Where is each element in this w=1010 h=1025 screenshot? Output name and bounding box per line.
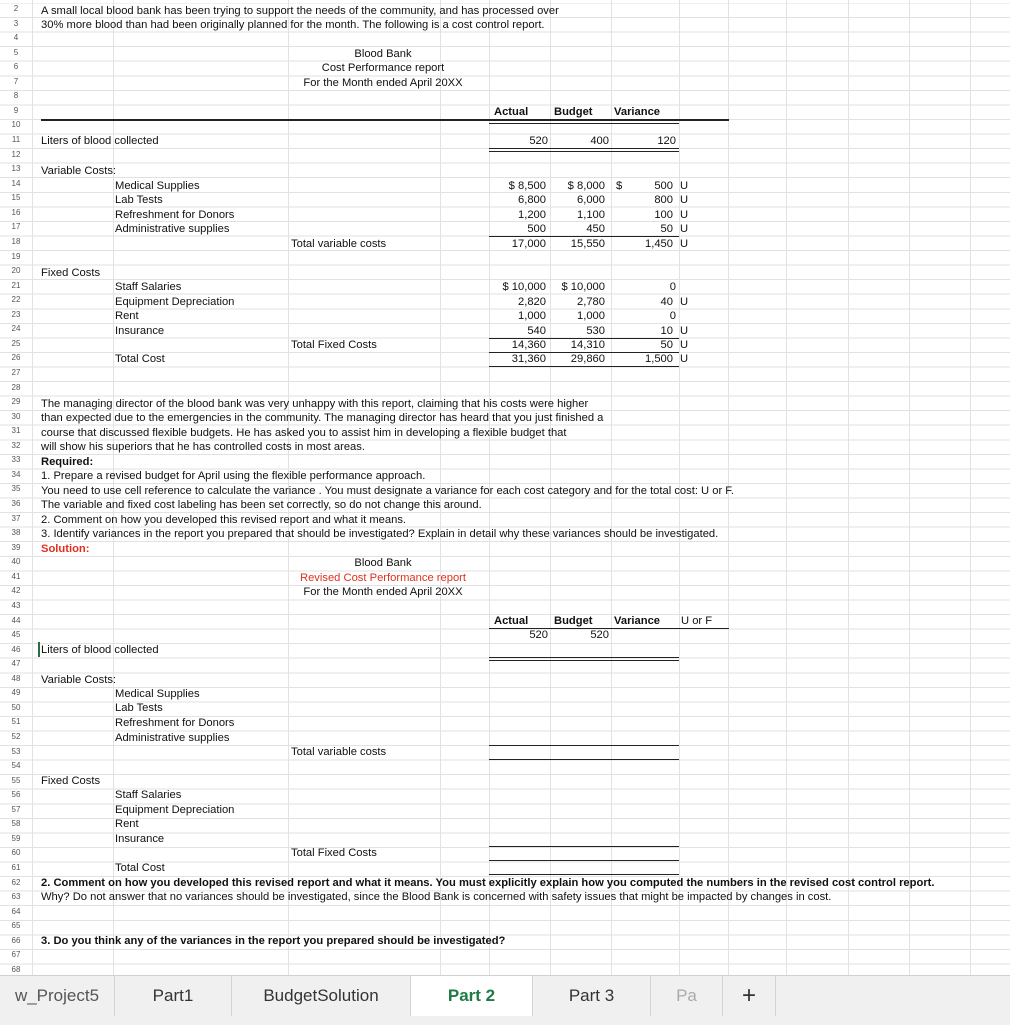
r1-fixed-uf: U (680, 325, 689, 337)
report1-title: Cost Performance report (321, 62, 445, 74)
row-header[interactable]: 3 (13, 18, 19, 28)
report2-variable-header: Variable Costs: (41, 674, 117, 686)
r1-fixed-actual: 540 (527, 325, 546, 337)
report1-fixed-header: Fixed Costs (41, 267, 101, 279)
r2-fixed-label: Rent (115, 818, 139, 830)
tab-project5[interactable]: w_Project5 (0, 976, 115, 1016)
r1-var-budget: 1,100 (577, 209, 605, 221)
r2-var-label: Refreshment for Donors (115, 717, 235, 729)
intro-line-2: 30% more blood than had been originally planned for the month. The following is a cost control report. (41, 19, 545, 31)
r1-fixed-budget: 1,000 (577, 310, 605, 322)
r2-var-label: Medical Supplies (115, 688, 200, 700)
r2-total-fixed-label: Total Fixed Costs (291, 847, 377, 859)
report2-col-variance: Variance (614, 615, 661, 627)
row-header[interactable]: 53 (11, 746, 21, 756)
header-rule-2 (489, 123, 679, 124)
sheet-tab-bar (0, 975, 1010, 1025)
narrative-line: course that discussed flexible budgets. He has asked you to assist him in developing a flexible budget that (41, 427, 567, 439)
row-header[interactable]: 54 (11, 761, 21, 771)
r1-total-cost-actual: 31,360 (511, 353, 546, 365)
r1-fixed-actual: 2,820 (518, 296, 546, 308)
r1-fixed-label: Insurance (115, 325, 165, 337)
row-header[interactable]: 7 (13, 76, 19, 86)
row-header[interactable]: 58 (11, 819, 21, 829)
r1-fixed-budget: 530 (586, 325, 605, 337)
report1-company: Blood Bank (354, 48, 412, 60)
r1-fixed-budget: $ 10,000 (561, 281, 605, 293)
row-header[interactable]: 46 (11, 644, 21, 654)
liters-rule (489, 148, 679, 149)
row-header[interactable]: 48 (11, 673, 21, 683)
row-header[interactable]: 25 (11, 338, 21, 348)
r1-var-budget: 6,000 (577, 194, 605, 206)
report2-col-uf: U or F (681, 615, 713, 627)
required-line: 2. Comment on how you developed this revised report and what it means. (41, 514, 407, 526)
row-header[interactable]: 66 (11, 935, 21, 945)
active-cell-indicator (38, 642, 40, 657)
r1-var-uf: U (680, 180, 689, 192)
row-header[interactable]: 24 (11, 324, 21, 334)
r1-var-uf: U (680, 209, 689, 221)
r1-total-fixed-uf: U (680, 339, 689, 351)
r1-total-fixed-variance: 50 (660, 339, 673, 351)
row-header[interactable]: 12 (11, 149, 21, 159)
row-header[interactable]: 51 (11, 717, 21, 727)
row-header[interactable]: 27 (11, 368, 21, 377)
r1-fixed-variance: 10 (660, 325, 673, 337)
r1-fixed-budget: 2,780 (577, 296, 605, 308)
var-rule-report2 (489, 745, 679, 746)
r1-fixed-label: Staff Salaries (115, 281, 182, 293)
required-label: Required: (41, 456, 94, 468)
r1-total-variable-label: Total variable costs (291, 238, 387, 250)
row-header[interactable]: 5 (13, 47, 19, 57)
r1-var-actual: 6,800 (518, 194, 546, 206)
report2-period: For the Month ended April 20XX (303, 586, 463, 598)
row-header[interactable]: 31 (11, 426, 21, 436)
tab-budgetsolution[interactable]: BudgetSolution (232, 976, 411, 1016)
r1-var-budget: $ 8,000 (567, 180, 605, 192)
row-header[interactable]: 33 (11, 455, 21, 465)
row-header[interactable]: 28 (11, 382, 21, 392)
r1-var-uf: U (680, 194, 689, 206)
row-header[interactable]: 19 (11, 251, 21, 261)
header-rule (41, 119, 729, 121)
required-line: The variable and fixed cost labeling has been set correctly, so do not change this around. (41, 499, 482, 511)
r1-total-cost-variance: 1,500 (645, 353, 673, 365)
report1-col-actual: Actual (494, 106, 529, 118)
report2-col-actual: Actual (494, 615, 529, 627)
total-rule-report2 (489, 874, 679, 875)
r1-total-fixed-actual: 14,360 (511, 339, 546, 351)
row-header[interactable]: 18 (11, 236, 21, 246)
row-header[interactable]: 45 (11, 630, 21, 640)
report2-company: Blood Bank (354, 557, 412, 569)
row-header[interactable]: 57 (11, 804, 21, 814)
r2-var-label: Administrative supplies (115, 732, 230, 744)
r1-var-actual: 500 (527, 223, 546, 235)
r1-total-cost-budget: 29,860 (570, 353, 605, 365)
r1-var-variance: 500 (654, 180, 673, 192)
report1-variable-header: Variable Costs: (41, 165, 117, 177)
fixed-rule-report2 (489, 846, 679, 847)
r1-var-variance: 800 (654, 194, 673, 206)
row-header[interactable]: 52 (11, 732, 21, 741)
r1-var-dollar: $ (616, 180, 623, 192)
report2-liters-label[interactable]: Liters of blood collected (41, 644, 159, 656)
r1-fixed-uf: U (680, 296, 689, 308)
row-header[interactable]: 61 (11, 863, 21, 873)
tab-part2[interactable]: Part 2 (411, 976, 533, 1016)
r1-var-variance: 50 (660, 223, 673, 235)
add-sheet-icon[interactable]: + (723, 976, 776, 1016)
r1-total-variable-budget: 15,550 (570, 238, 605, 250)
row-header[interactable]: 20 (11, 266, 21, 276)
liters-rule-report2-b (489, 660, 679, 661)
r1-total-cost-label: Total Cost (115, 353, 165, 365)
question-3: 3. Do you think any of the variances in the report you prepared should be investigated? (41, 935, 506, 947)
row-header[interactable]: 13 (11, 164, 21, 174)
r1-total-variable-actual: 17,000 (511, 238, 546, 250)
row-header[interactable]: 6 (13, 62, 19, 72)
report1-liters-label: Liters of blood collected (41, 135, 159, 147)
row-header[interactable]: 50 (11, 702, 21, 712)
liters-rule-report2 (489, 657, 679, 658)
report2-title: Revised Cost Performance report (299, 572, 466, 584)
narrative-line: will show his superiors that he has controlled costs in most areas. (41, 441, 365, 453)
r2-total-cost-label: Total Cost (115, 862, 165, 874)
required-line: 1. Prepare a revised budget for April using the flexible performance approach. (41, 470, 426, 482)
report2-liters-actual: 520 (529, 629, 548, 641)
row-header[interactable]: 37 (11, 513, 21, 523)
tab-overflow[interactable]: Pa (651, 976, 723, 1016)
row-header[interactable]: 60 (11, 848, 21, 858)
row-header[interactable]: 62 (11, 877, 21, 887)
report1-liters-variance: 120 (657, 135, 676, 147)
row-header[interactable]: 38 (11, 528, 21, 538)
row-header[interactable]: 35 (11, 484, 21, 494)
r2-fixed-label: Equipment Depreciation (115, 804, 235, 816)
row-header[interactable]: 16 (11, 207, 21, 217)
row-header[interactable]: 17 (11, 222, 21, 232)
row-header[interactable]: 4 (13, 33, 19, 43)
r1-var-actual: 1,200 (518, 209, 546, 221)
row-header[interactable]: 56 (11, 790, 21, 800)
row-header[interactable]: 49 (11, 688, 21, 698)
r1-fixed-actual: 1,000 (518, 310, 546, 322)
r1-var-label: Refreshment for Donors (115, 209, 235, 221)
row-header[interactable]: 22 (11, 295, 21, 305)
intro-line-1: A small local blood bank has been trying to support the needs of the community, and has processed over (41, 5, 559, 17)
row-header[interactable]: 32 (11, 440, 21, 450)
r1-total-cost-uf: U (680, 353, 689, 365)
question-2-detail: Why? Do not answer that no variances should be investigated, since the Blood Bank is concerned with safety issues that might be impacted by changes in cost. (41, 891, 832, 903)
row-header[interactable]: 2 (13, 4, 19, 13)
report1-col-budget: Budget (554, 106, 593, 118)
fixed-total-rule-report2 (489, 860, 679, 861)
row-header[interactable]: 64 (11, 906, 21, 916)
required-line: You need to use cell reference to calculate the variance . You must designate a variance for each cost category and for the total cost: U or F. (41, 485, 734, 497)
r2-var-label: Lab Tests (115, 702, 163, 714)
row-header[interactable]: 42 (11, 586, 21, 596)
solution-label: Solution: (41, 543, 90, 555)
row-header[interactable]: 63 (11, 892, 21, 902)
row-header[interactable]: 67 (11, 950, 21, 960)
report1-liters-budget: 400 (590, 135, 609, 147)
r1-total-variable-uf: U (680, 238, 689, 250)
r1-total-fixed-budget: 14,310 (570, 339, 605, 351)
row-header[interactable]: 26 (11, 353, 21, 363)
var-total-rule-report2 (489, 759, 679, 760)
r1-fixed-variance: 0 (669, 310, 676, 322)
report2-col-budget: Budget (554, 615, 593, 627)
r1-fixed-variance: 40 (660, 296, 673, 308)
row-header[interactable]: 39 (11, 542, 21, 552)
r1-fixed-actual: $ 10,000 (502, 281, 546, 293)
tab-part3[interactable]: Part 3 (533, 976, 651, 1016)
row-header[interactable]: 21 (11, 280, 21, 290)
row-header[interactable]: 8 (13, 91, 19, 101)
report1-period: For the Month ended April 20XX (303, 77, 463, 89)
report1-col-variance: Variance (614, 106, 661, 118)
row-header[interactable]: 40 (11, 557, 21, 567)
row-header[interactable]: 15 (11, 193, 21, 203)
row-header[interactable]: 9 (13, 105, 19, 115)
r1-var-label: Administrative supplies (115, 223, 230, 235)
report1-liters-actual: 520 (529, 135, 548, 147)
row-header[interactable]: 30 (11, 411, 21, 421)
total-rule-2 (489, 366, 679, 367)
row-header[interactable]: 10 (11, 120, 21, 130)
row-header[interactable]: 59 (11, 833, 21, 843)
row-header[interactable]: 11 (11, 135, 21, 145)
row-header[interactable]: 65 (11, 921, 21, 931)
row-header[interactable]: 47 (11, 659, 21, 669)
row-header[interactable]: 43 (11, 600, 21, 610)
r2-fixed-label: Insurance (115, 833, 165, 845)
required-line: 3. Identify variances in the report you prepared that should be investigated? Explain in detail why these variances should be investigated. (41, 528, 719, 540)
r1-fixed-label: Equipment Depreciation (115, 296, 235, 308)
r2-total-variable-label: Total variable costs (291, 746, 387, 758)
r1-fixed-label: Rent (115, 310, 139, 322)
r1-var-uf: U (680, 223, 689, 235)
row-header[interactable]: 41 (11, 571, 21, 581)
tab-part1[interactable]: Part1 (115, 976, 232, 1016)
r2-fixed-label: Staff Salaries (115, 789, 182, 801)
row-header[interactable]: 29 (11, 397, 21, 407)
row-header[interactable]: 55 (11, 775, 21, 785)
row-header[interactable]: 34 (11, 469, 21, 479)
row-header[interactable]: 23 (11, 309, 21, 319)
report2-liters-budget: 520 (590, 629, 609, 641)
row-header[interactable]: 14 (11, 178, 21, 188)
r1-var-label: Lab Tests (115, 194, 163, 206)
r1-var-actual: $ 8,500 (508, 180, 546, 192)
narrative-line: than expected due to the emergencies in the community. The managing director has heard that you just finished a (41, 412, 604, 424)
row-header[interactable]: 68 (11, 964, 21, 974)
report2-fixed-header: Fixed Costs (41, 775, 101, 787)
row-header[interactable]: 36 (11, 499, 21, 509)
row-header[interactable]: 44 (11, 615, 21, 625)
r1-total-variable-variance: 1,450 (645, 238, 673, 250)
question-2: 2. Comment on how you developed this revised report and what it means. You must explicitly explain how you computed the numbers in the revised cost control report. (41, 877, 935, 889)
r1-fixed-variance: 0 (669, 281, 676, 293)
narrative-line: The managing director of the blood bank was very unhappy with this report, claiming that his costs were higher (41, 398, 589, 410)
r1-var-budget: 450 (586, 223, 605, 235)
r1-total-fixed-label: Total Fixed Costs (291, 339, 377, 351)
r1-var-label: Medical Supplies (115, 180, 200, 192)
liters-rule-2 (489, 151, 679, 152)
r1-var-variance: 100 (654, 209, 673, 221)
